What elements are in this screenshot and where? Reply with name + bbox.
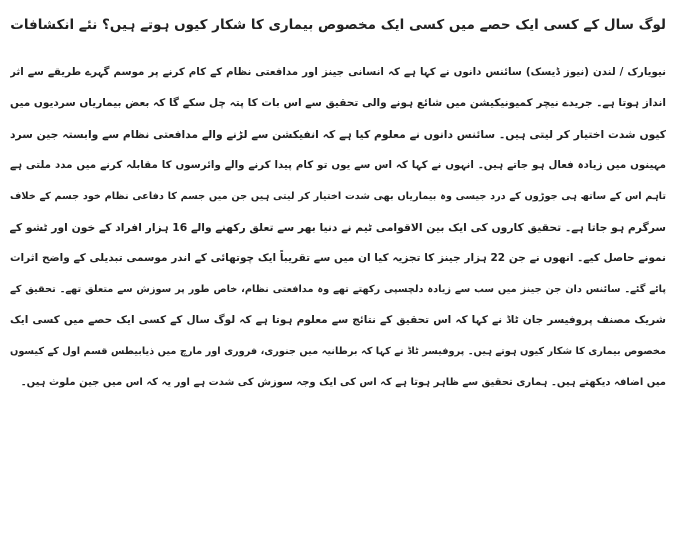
article-line: انداز ہوتا ہے۔ جریدے نیچر کمیونیکیشن میں شائع ہونے والی تحقیق سے اس بات کا پتہ چل سکے گا کہ بعض بیماریاں سردیوں میں [10,97,666,109]
article-line: میں اضافہ دیکھتے ہیں۔ ہماری تحقیق سے ظاہر ہوتا ہے کہ اس کی ایک وجہ سوزش کی شدت ہے اور یہ کہ اس میں جین ملوث ہیں۔ [20,377,666,388]
article-line: پائے گئے۔ سائنس دان جن جینز میں سب سے زیادہ دلچسپی رکھتے تھے وہ مدافعتی نظام، خاص طور پر سوزش سے متعلق تھے۔ تحقیق کے [10,284,666,295]
article-headline: لوگ سال کے کسی ایک حصے میں کسی ایک مخصوص بیماری کا شکار کیوں ہوتے ہیں؟ نئے انکشافات [10,17,666,33]
article-line: سرگرم ہو جاتا ہے۔ تحقیق کاروں کی ایک بین الاقوامی ٹیم نے دنیا بھر سے تعلق رکھنے والے 16 ہزار افراد کے خون اور ٹشو کے [10,221,666,234]
article-line: مہینوں میں زیادہ فعال ہو جاتے ہیں۔ انہوں نے کہا کہ اس سے یوں تو کام پیدا کرنے والے وائرسوں کا مقابلہ کرنے میں مدد ملتی ہے [10,159,666,171]
article-body [10,57,666,398]
article-line: نمونے حاصل کیے۔ انھوں نے جن 22 ہزار جینز کا تجزیہ کیا ان میں سے تقریباً ایک چوتھائی کے اندر موسمی تبدیلی کے واضح اثرات [10,252,666,264]
article-line: نیویارک / لندن (نیوز ڈیسک) سائنس دانوں نے کہا ہے کہ انسانی جینز اور مدافعتی نظام کے کام کرنے پر موسم گہرے طریقے سے اثر [10,66,666,78]
article-line: شریک مصنف پروفیسر جان ٹاڈ نے کہا کہ اس تحقیق کے نتائج سے معلوم ہوتا ہے کہ لوگ سال کے کسی ایک حصے میں کسی ایک [10,314,666,326]
article-line: کیوں شدت اختیار کر لیتی ہیں۔ سائنس دانوں نے معلوم کیا ہے کہ انفیکشن سے لڑنے والے مدافعتی نظام سے وابستہ جین سرد [10,128,666,141]
article-line: مخصوص بیماری کا شکار کیوں ہوتے ہیں۔ پروفیسر ٹاڈ نے کہا کہ برطانیہ میں جنوری، فروری اور مارچ میں ذیابیطس قسم اول کے کیسوں [10,346,666,357]
article-line: تاہم اس کے ساتھ ہی جوڑوں کے درد جیسی وہ بیماریاں بھی شدت اختیار کر لیتی ہیں جن میں جسم کا دفاعی نظام خود جسم کے خلاف [10,191,666,202]
